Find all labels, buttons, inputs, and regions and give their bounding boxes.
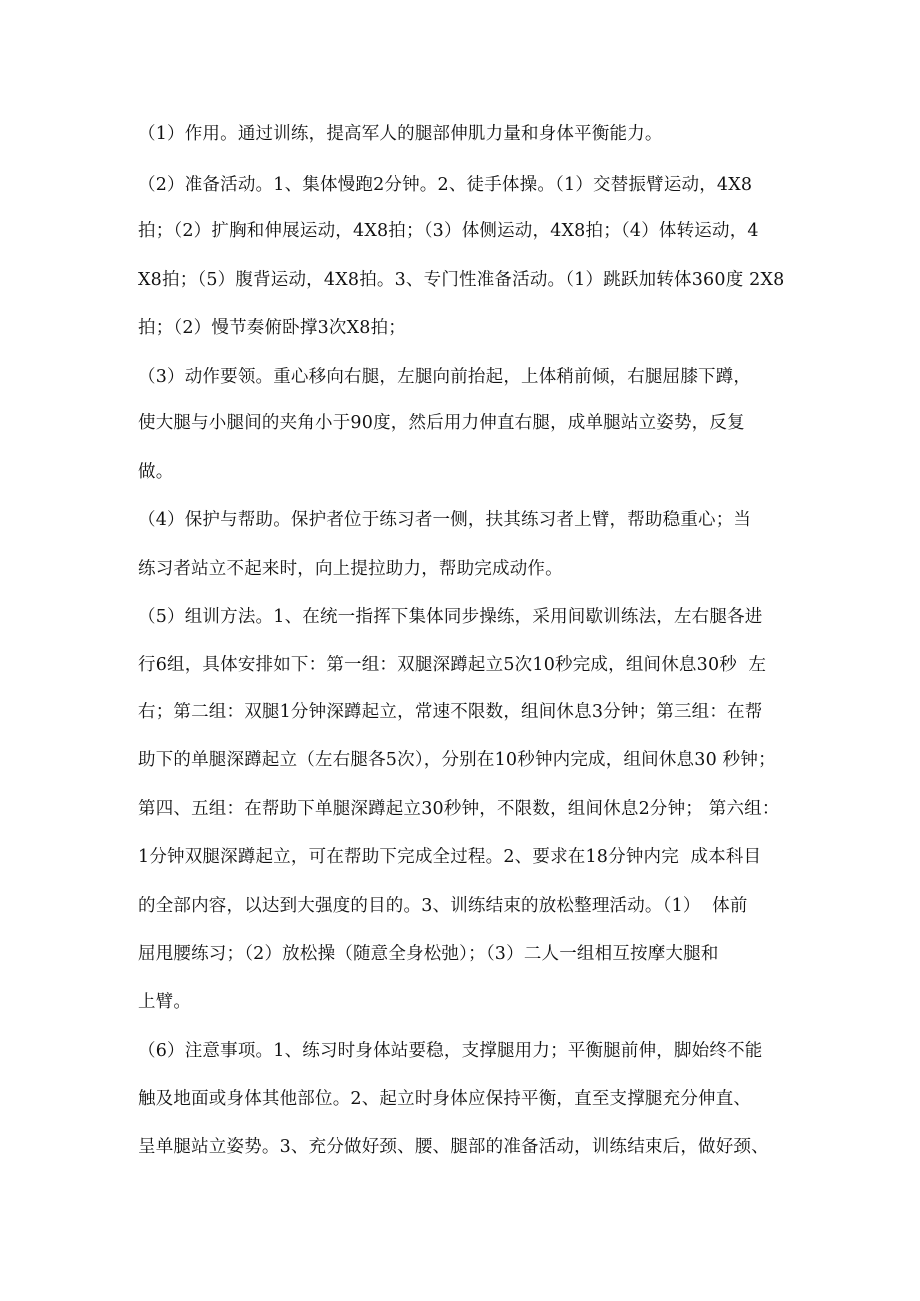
paragraph-6-line-1: （6）注意事项。1、练习时身体站要稳，支撑腿用力；平衡腿前伸，脚始终不能 (138, 1041, 763, 1061)
paragraph-6-line-2: 触及地面或身体其他部位。2、起立时身体应保持平衡，直至支撑腿充分伸直、 (138, 1089, 752, 1109)
paragraph-2-line-3: X8拍；（5）腹背运动，4X8拍。3、专门性准备活动。（1）跳跃加转体360度 2X8 (138, 270, 785, 290)
paragraph-5-line-6: 1分钟双腿深蹲起立，可在帮助下完成全过程。2、要求在18分钟内完 成本科目 (138, 847, 762, 867)
paragraph-2-line-2: 拍；（2）扩胸和伸展运动，4X8拍；（3）体侧运动，4X8拍；（4）体转运动，4 (138, 221, 759, 241)
paragraph-5-line-3: 右；第二组：双腿1分钟深蹲起立，常速不限数，组间休息3分钟；第三组：在帮 (138, 702, 763, 722)
paragraph-6-line-3: 呈单腿站立姿势。3、充分做好颈、腰、腿部的准备活动，训练结束后，做好颈、 (138, 1137, 769, 1157)
paragraph-5-line-7: 的全部内容，以达到大强度的目的。3、训练结束的放松整理活动。（1） 体前 (138, 896, 748, 916)
paragraph-5-line-2: 行6组，具体安排如下：第一组：双腿深蹲起立5次10秒完成，组间休息30秒 左 (138, 655, 767, 675)
paragraph-5-line-5: 第四、五组：在帮助下单腿深蹲起立30秒钟，不限数，组间休息2分钟； 第六组： (138, 799, 780, 819)
paragraph-5-line-9: 上臂。 (138, 992, 192, 1012)
paragraph-2-line-1: （2）准备活动。1、集体慢跑2分钟。2、徒手体操。（1）交替振臂运动，4X8 (138, 175, 753, 195)
paragraph-3-line-2: 使大腿与小腿间的夹角小于90度，然后用力伸直右腿，成单腿站立姿势，反复 (138, 413, 745, 433)
paragraph-4-line-2: 练习者站立不起来时，向上提拉助力，帮助完成动作。 (138, 559, 563, 579)
paragraph-3-line-1: （3）动作要领。重心移向右腿，左腿向前抬起，上体稍前倾，右腿屈膝下蹲， (138, 367, 752, 387)
paragraph-5-line-1: （5）组训方法。1、在统一指挥下集体同步操练，采用间歇训练法，左右腿各进 (138, 607, 763, 627)
paragraph-5-line-8: 屈甩腰练习；（2）放松操（随意全身松弛）；（3）二人一组相互按摩大腿和 (138, 944, 719, 964)
paragraph-1-line-1: （1）作用。通过训练，提高军人的腿部伸肌力量和身体平衡能力。 (138, 124, 663, 144)
paragraph-3-line-3: 做。 (138, 462, 174, 482)
paragraph-4-line-1: （4）保护与帮助。保护者位于练习者一侧，扶其练习者上臂，帮助稳重心；当 (138, 510, 752, 530)
paragraph-5-line-4: 助下的单腿深蹲起立（左右腿各5次），分别在10秒钟内完成，组间休息30 秒钟； (138, 750, 776, 770)
paragraph-2-line-4: 拍；（2）慢节奏俯卧撑3次X8拍； (138, 318, 407, 338)
